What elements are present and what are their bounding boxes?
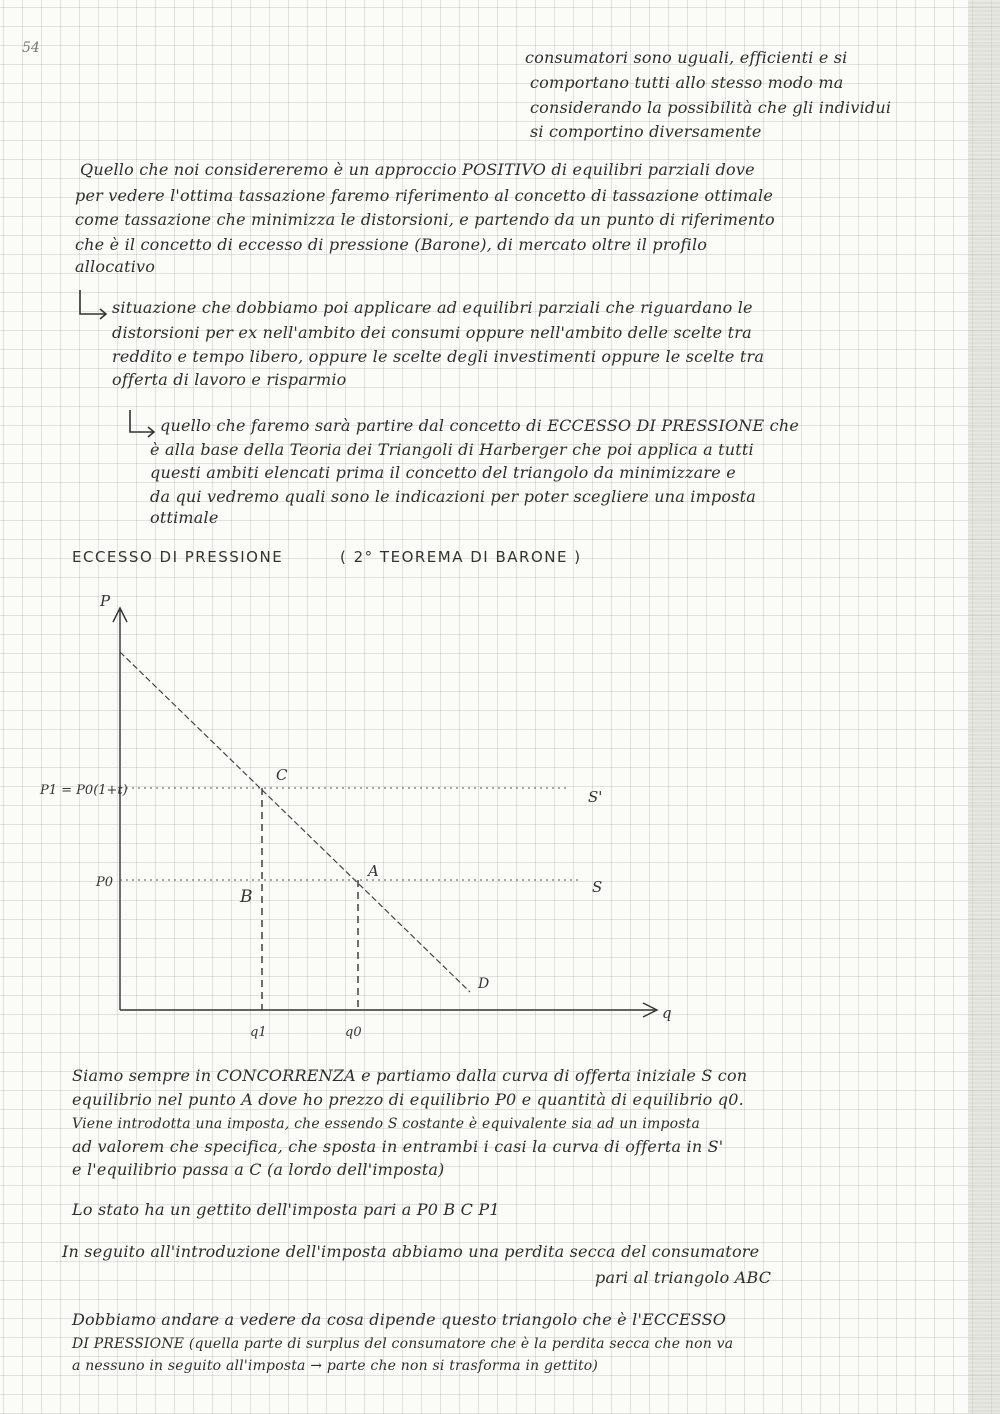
- page-number: 54: [22, 40, 40, 56]
- para4-line-4: ad valorem che specifica, che sposta in entrambi i casi la curva di offerta in S': [72, 1137, 724, 1156]
- para1-line-5: allocativo: [75, 257, 156, 276]
- para3-line-5: ottimale: [150, 508, 219, 527]
- supply-demand-diagram: [0, 580, 1000, 1040]
- para3-line-4: da qui vedremo quali sono le indicazioni per poter scegliere una imposta: [150, 487, 757, 506]
- arrow-icon: [72, 288, 112, 324]
- para1-line-3: come tassazione che minimizza le distorsioni, e partendo da un punto di riferimento: [75, 210, 775, 229]
- para7-line-3: a nessuno in seguito all'imposta → parte che non si trasforma in gettito): [72, 1358, 599, 1374]
- x-axis-label: q: [662, 1004, 672, 1022]
- point-c-label: C: [276, 766, 288, 784]
- q1-label: q1: [250, 1025, 267, 1040]
- demand-label: D: [478, 976, 490, 992]
- para6-line-1: In seguito all'introduzione dell'imposta abbiamo una perdita secca del consumatore: [62, 1242, 760, 1261]
- para1-line-2: per vedere l'ottima tassazione faremo riferimento al concetto di tassazione ottimale: [75, 186, 774, 205]
- demand-curve: [120, 652, 470, 992]
- para3-line-2: è alla base della Teoria dei Triangoli di Harberger che poi applica a tutti: [150, 440, 754, 459]
- para2-line-4: offerta di lavoro e risparmio: [112, 370, 347, 389]
- para4-line-2: equilibrio nel punto A dove ho prezzo di equilibrio P0 e quantità di equilibrio q0.: [72, 1090, 744, 1109]
- para2-line-1: situazione che dobbiamo poi applicare ad equilibri parziali che riguardano le: [112, 298, 753, 317]
- q0-label: q0: [345, 1025, 362, 1040]
- supply-shift-label: S': [588, 788, 603, 806]
- arrow-icon: [122, 408, 162, 444]
- para4-line-1: Siamo sempre in CONCORRENZA e partiamo dalla curva di offerta iniziale S con: [72, 1066, 748, 1085]
- para3-line-3: questi ambiti elencati prima il concetto del triangolo da minimizzare e: [150, 463, 736, 482]
- para4-line-5: e l'equilibrio passa a C (a lordo dell'imposta): [72, 1160, 445, 1179]
- para6-line-2: pari al triangolo ABC: [595, 1268, 772, 1287]
- intro-line-1: consumatori sono uguali, efficienti e si: [525, 48, 848, 67]
- para4-line-3: Viene introdotta una imposta, che essendo S costante è equivalente sia ad un imposta: [72, 1116, 701, 1132]
- supply-label: S: [592, 878, 603, 896]
- intro-line-4: si comportino diversamente: [530, 122, 762, 141]
- para1-line-4: che è il concetto di eccesso di pressione (Barone), di mercato oltre il profilo: [75, 235, 708, 254]
- intro-line-2: comportano tutti allo stesso modo ma: [530, 73, 844, 92]
- section-subheading: ( 2° TEOREMA DI BARONE ): [340, 548, 582, 566]
- point-a-label: A: [368, 862, 379, 880]
- para1-line-1: Quello che noi considereremo è un approccio POSITIVO di equilibri parziali dove: [80, 160, 755, 179]
- para5-line: Lo stato ha un gettito dell'imposta pari a P0 B C P1: [72, 1200, 500, 1219]
- para7-line-2: DI PRESSIONE (quella parte di surplus del consumatore che è la perdita secca che non va: [72, 1336, 734, 1352]
- para2-line-2: distorsioni per ex nell'ambito dei consumi oppure nell'ambito delle scelte tra: [112, 323, 752, 342]
- para2-line-3: reddito e tempo libero, oppure le scelte degli investimenti oppure le scelte tra: [112, 347, 765, 366]
- point-b-label: B: [240, 887, 253, 907]
- intro-line-3: considerando la possibilità che gli individui: [530, 98, 892, 117]
- price-base-label: P0: [96, 875, 114, 890]
- section-heading: ECCESSO DI PRESSIONE: [72, 548, 284, 566]
- y-axis-label: P: [100, 592, 111, 610]
- para3-line-1: quello che faremo sarà partire dal concetto di ECCESSO DI PRESSIONE che: [160, 416, 799, 435]
- price-tax-label: P1 = P0(1+t): [40, 783, 128, 798]
- para7-line-1: Dobbiamo andare a vedere da cosa dipende questo triangolo che è l'ECCESSO: [72, 1310, 727, 1329]
